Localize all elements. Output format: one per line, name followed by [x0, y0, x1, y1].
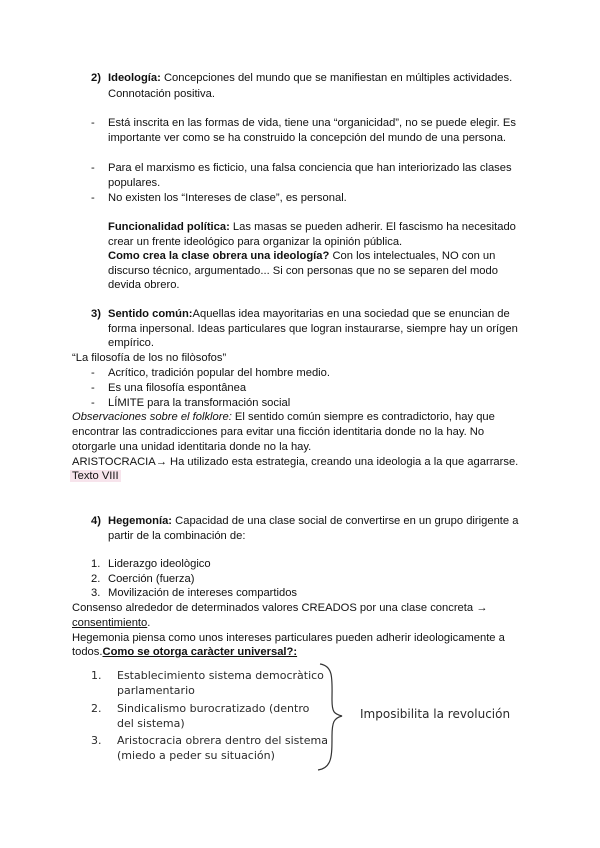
observaciones-text-3: otorgarle una unidad identitaria donde no la hay. — [72, 441, 312, 453]
como-text-2: discurso técnico, argumentado... Si con personas que no se separen del modo — [108, 265, 498, 277]
sentido-line — [108, 307, 510, 322]
hand-number: 1. — [91, 669, 102, 682]
bullet-text: LÍMITE para la transformación social — [108, 397, 291, 409]
universal-line — [72, 645, 297, 660]
bullet-text: Está inscrita en las formas de vida, tiene una “organicidad”, no se puede elegir. Es — [108, 117, 516, 129]
consenso-line-2 — [72, 616, 150, 631]
list-number: 2. — [91, 573, 101, 585]
sentido-definition-3: empírico. — [108, 337, 155, 349]
bullet-text: No existen los “Intereses de clase”, es personal. — [108, 192, 347, 204]
observaciones-text-2: encontrar las contradicciones para evitar una ficción identitaria donde no la hay. No — [72, 426, 485, 438]
funcionalidad-text-2: crear un frente ideológico para organizar la opinión pública. — [108, 236, 403, 248]
universal-question: Como se otorga caràcter universal?: — [102, 646, 298, 658]
hand-item-2: (miedo a peder su situación) — [117, 749, 275, 762]
section-number: 2) — [91, 72, 101, 84]
hand-item: Aristocracia obrera dentro del sistema — [117, 734, 328, 747]
list-item: Liderazgo ideològico — [108, 558, 211, 570]
bullet-dash: - — [91, 192, 95, 204]
hegemonia-heading: Hegemonía: — [108, 515, 173, 527]
todos-word: todos. — [72, 646, 103, 658]
texto-highlight: Texto VIII — [72, 470, 119, 482]
funcionalidad-line — [108, 220, 516, 235]
period: . — [147, 617, 151, 629]
ideologia-definition-2: Connotación positiva. — [108, 88, 215, 100]
hegemonia-definition: Capacidad de una clase social de convertirse en un grupo dirigente a — [172, 515, 519, 527]
bullet-dash: - — [91, 117, 95, 129]
bullet-dash: - — [91, 382, 95, 394]
bullet-dash: - — [91, 162, 95, 174]
section-number: 4) — [91, 515, 101, 527]
ideologia-definition: Concepciones del mundo que se manifiestan en múltiples actividades. — [160, 72, 513, 84]
sentido-definition: Aquellas idea mayoritarias en una sociedad que se enuncian de — [192, 308, 510, 320]
list-item: Movilización de intereses compartidos — [108, 587, 298, 599]
hand-number: 3. — [91, 734, 102, 747]
section-number: 3) — [91, 308, 101, 320]
hand-item: Establecimiento sistema democràtico — [117, 669, 324, 682]
aristocracia-line: ARISTOCRACIA→ Ha utilizado esta estrategia, creando una ideologia a la que agarrarse. — [72, 456, 519, 468]
observaciones-line — [72, 410, 495, 425]
como-heading: Como crea la clase obrera una ideología? — [108, 250, 330, 262]
consenso-line: Consenso alrededor de determinados valores CREADOS por una clase concreta → — [72, 602, 488, 614]
hegemonia-line — [108, 514, 518, 529]
hand-item-2: del sistema) — [117, 717, 185, 730]
bullet-text: Para el marxismo es ficticio, una falsa conciencia que han interiorizado las clases — [108, 162, 512, 174]
list-item: Coerción (fuerza) — [108, 573, 195, 585]
bullet-text: Acrítico, tradición popular del hombre medio. — [108, 367, 330, 379]
ideologia-definition-line — [108, 71, 512, 86]
consentimiento-word: consentimiento — [72, 617, 148, 629]
hegemonia-piensa-line: Hegemonia piensa como unos intereses particulares pueden adherir ideologicamente a — [72, 632, 505, 644]
ideologia-heading: Ideología: — [108, 72, 161, 84]
como-text: Con los intelectuales, NO con un — [329, 250, 496, 262]
como-line — [108, 249, 495, 264]
como-text-3: devida obrero. — [108, 279, 180, 291]
bullet-dash: - — [91, 397, 95, 409]
funcionalidad-text: Las masas se pueden adherir. El fascismo ha necesitado — [229, 221, 516, 233]
curly-brace-icon — [312, 660, 352, 775]
bullet-text: populares. — [108, 177, 161, 189]
observaciones-text: El sentido común siempre es contradictorio, hay que — [231, 411, 495, 423]
texto-reference — [70, 469, 121, 484]
hegemonia-definition-2: partir de la combinación de: — [108, 530, 246, 542]
quote: “La filosofía de los no filòsofos” — [72, 352, 227, 364]
observaciones-heading: Observaciones sobre el folklore: — [72, 411, 232, 423]
sentido-heading: Sentido común: — [108, 308, 193, 320]
bullet-dash: - — [91, 367, 95, 379]
hand-item-2: parlamentario — [117, 684, 195, 697]
bullet-text: Es una filosofía espontânea — [108, 382, 247, 394]
funcionalidad-heading: Funcionalidad política: — [108, 221, 230, 233]
list-number: 3. — [91, 587, 101, 599]
sentido-definition-2: forma inpersonal. Ideas particulares que logran instaurarse, siempre hay un orígen — [108, 323, 518, 335]
hand-item: Sindicalismo burocratizado (dentro — [117, 702, 310, 715]
hand-number: 2. — [91, 702, 102, 715]
hand-result: Imposibilita la revolución — [360, 707, 511, 721]
list-number: 1. — [91, 558, 101, 570]
bullet-text: importante ver como se ha construido la concepción del mundo de una persona. — [108, 132, 507, 144]
